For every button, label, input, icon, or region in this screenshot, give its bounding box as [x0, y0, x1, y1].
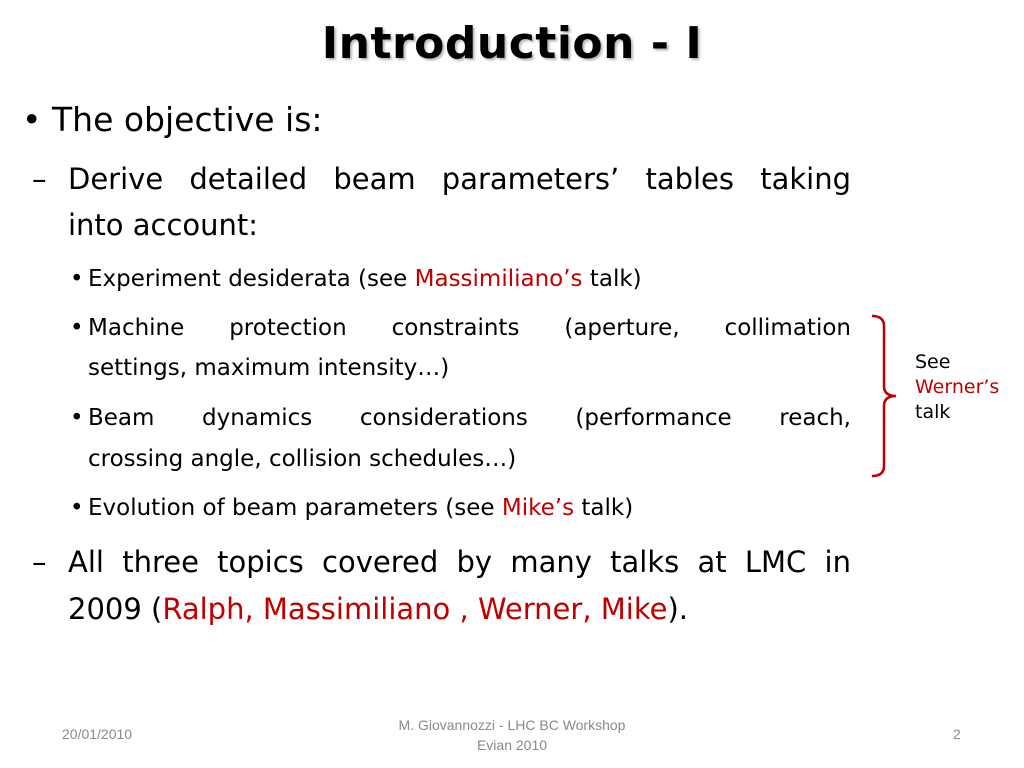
- item-text: Experiment desiderata (see: [88, 266, 415, 292]
- sub2-line2: [68, 592, 688, 626]
- item-machine-protection-line1: Machine protection constraints (aperture, collimation: [88, 315, 851, 341]
- bullet-dot: •: [70, 495, 84, 521]
- bullet-dot: •: [22, 100, 42, 139]
- item-machine-protection-line2: settings, maximum intensity…): [88, 355, 450, 381]
- speaker-name: Mike’s: [501, 495, 575, 521]
- sub1-line1: Derive detailed beam parameters’ tables taking: [68, 162, 851, 196]
- item-beam-dynamics-line2: crossing angle, collision schedules…): [88, 446, 517, 472]
- speaker-name: Massimiliano’s: [414, 266, 583, 292]
- side-note: [915, 350, 999, 425]
- footer-date: 20/01/2010: [62, 726, 133, 742]
- side-note-line1: See: [915, 351, 951, 373]
- side-note-line3: talk: [915, 401, 951, 423]
- bullet-dot: •: [70, 405, 84, 431]
- footer-center: [362, 715, 662, 755]
- item-text: Evolution of beam parameters (see: [88, 495, 502, 521]
- bullet-dot: •: [70, 266, 84, 292]
- dash-marker: –: [32, 545, 47, 579]
- dash-marker: –: [32, 162, 47, 196]
- side-note-speaker: Werner’s: [915, 376, 1000, 398]
- slide-title: Introduction - I: [321, 18, 703, 69]
- item-experiment-desiderata: [88, 266, 642, 292]
- sub2-text: 2009 (: [68, 592, 163, 626]
- bullet-dot: •: [70, 315, 84, 341]
- objective-text: The objective is:: [52, 100, 323, 139]
- sub2-text: ).: [667, 592, 688, 626]
- footer-event: Evian 2010: [476, 737, 548, 753]
- item-text: talk): [582, 266, 642, 292]
- item-text: talk): [574, 495, 634, 521]
- sub1-line2: into account:: [68, 208, 259, 242]
- footer-author: M. Giovannozzi - LHC BC Workshop: [398, 717, 626, 733]
- page-number: 2: [953, 726, 961, 742]
- speaker-names: Ralph, Massimiliano , Werner, Mike: [162, 592, 668, 626]
- right-brace-icon: [868, 312, 904, 480]
- item-evolution: [88, 495, 633, 521]
- sub2-line1: All three topics covered by many talks at LMC in: [68, 545, 851, 579]
- item-beam-dynamics-line1: Beam dynamics considerations (performance reach,: [88, 405, 851, 431]
